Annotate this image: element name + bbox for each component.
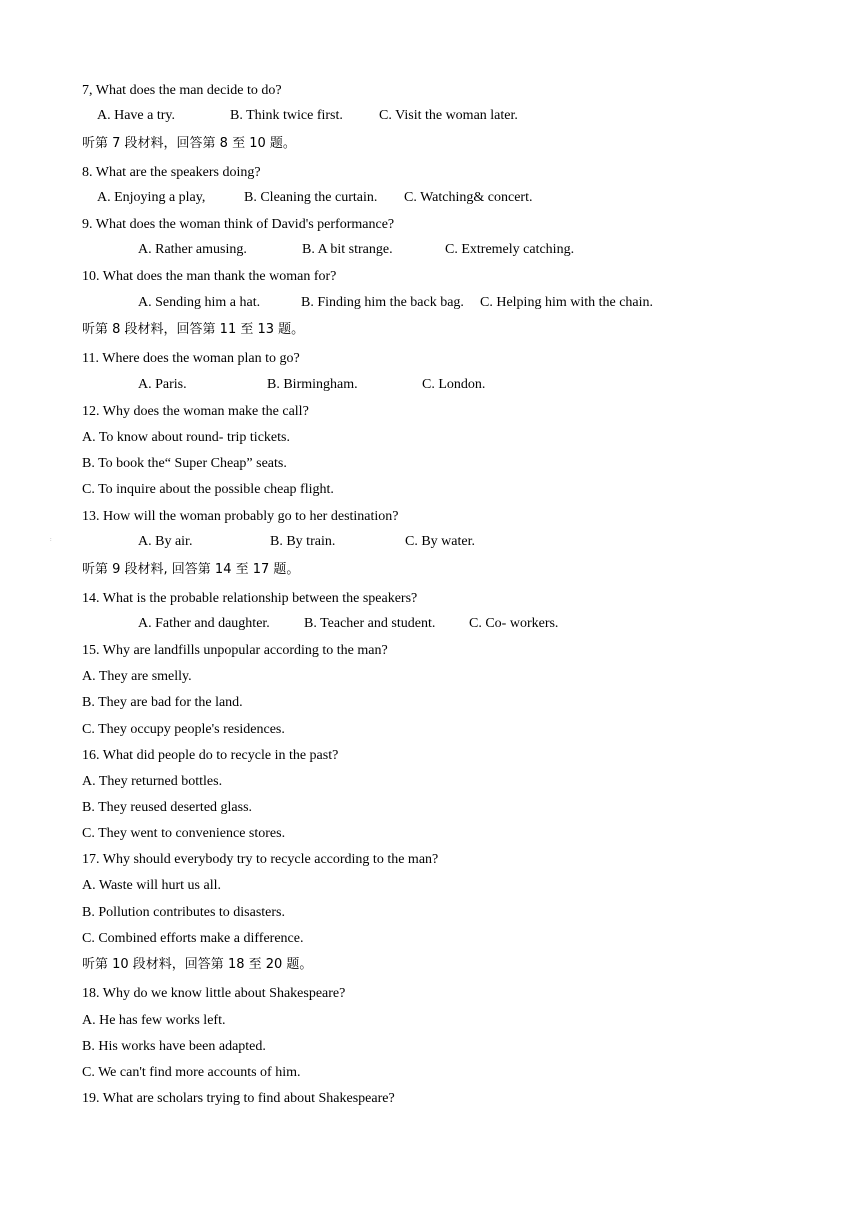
- section-9-heading: 听第 9 段材料, 回答第 14 至 17 题。: [82, 562, 300, 577]
- q13-option-c: C. By water.: [405, 534, 475, 549]
- question-16: 16. What did people do to recycle in the past?: [82, 748, 339, 763]
- question-18: 18. Why do we know little about Shakespeare?: [82, 986, 346, 1001]
- q15-option-a: A. They are smelly.: [82, 669, 192, 684]
- q7-option-b: B. Think twice first.: [230, 108, 343, 123]
- q17-option-a: A. Waste will hurt us all.: [82, 878, 221, 893]
- question-11: 11. Where does the woman plan to go?: [82, 351, 300, 366]
- q13-option-b: B. By train.: [270, 534, 336, 549]
- question-15: 15. Why are landfills unpopular according to the man?: [82, 643, 388, 658]
- section-8-heading: 听第 8 段材料，回答第 11 至 13 题。: [82, 322, 305, 337]
- q7-option-c: C. Visit the woman later.: [379, 108, 518, 123]
- q8-option-b: B. Cleaning the curtain.: [244, 190, 378, 205]
- question-13: 13. How will the woman probably go to her destination?: [82, 509, 399, 524]
- q7-option-a: A. Have a try.: [97, 108, 176, 123]
- q15-option-c: C. They occupy people's residences.: [82, 722, 285, 737]
- q14-option-a: A. Father and daughter.: [138, 616, 270, 631]
- q16-option-a: A. They returned bottles.: [82, 774, 223, 789]
- q17-option-b: B. Pollution contributes to disasters.: [82, 905, 285, 920]
- margin-mark: :: [50, 537, 52, 543]
- q13-option-a: A. By air.: [138, 534, 193, 549]
- question-14: 14. What is the probable relationship between the speakers?: [82, 591, 418, 606]
- question-19: 19. What are scholars trying to find about Shakespeare?: [82, 1091, 395, 1106]
- q12-option-c: C. To inquire about the possible cheap flight.: [82, 482, 334, 497]
- question-8: 8. What are the speakers doing?: [82, 165, 261, 180]
- section-10-heading: 听第 10 段材料，回答第 18 至 20 题。: [82, 957, 313, 972]
- q11-option-b: B. Birmingham.: [267, 377, 358, 392]
- question-10: 10. What does the man thank the woman for?: [82, 269, 337, 284]
- q9-option-b: B. A bit strange.: [302, 242, 393, 257]
- q17-option-c: C. Combined efforts make a difference.: [82, 931, 304, 946]
- q12-option-a: A. To know about round- trip tickets.: [82, 430, 290, 445]
- question-7: 7, What does the man decide to do?: [82, 83, 282, 98]
- q9-option-c: C. Extremely catching.: [445, 242, 575, 257]
- q16-option-b: B. They reused deserted glass.: [82, 800, 253, 815]
- q14-option-c: C. Co- workers.: [469, 616, 559, 631]
- q8-option-a: A. Enjoying a play,: [97, 190, 206, 205]
- q11-option-a: A. Paris.: [138, 377, 187, 392]
- question-9: 9. What does the woman think of David's performance?: [82, 217, 395, 232]
- q18-option-b: B. His works have been adapted.: [82, 1039, 266, 1054]
- q18-option-a: A. He has few works left.: [82, 1013, 226, 1028]
- q9-option-a: A. Rather amusing.: [138, 242, 247, 257]
- question-12: 12. Why does the woman make the call?: [82, 404, 309, 419]
- q8-option-c: C. Watching& concert.: [404, 190, 533, 205]
- q10-option-a: A. Sending him a hat.: [138, 295, 261, 310]
- q16-option-c: C. They went to convenience stores.: [82, 826, 286, 841]
- q10-option-c: C. Helping him with the chain.: [480, 295, 654, 310]
- question-17: 17. Why should everybody try to recycle according to the man?: [82, 852, 439, 867]
- q15-option-b: B. They are bad for the land.: [82, 695, 243, 710]
- q18-option-c: C. We can't find more accounts of him.: [82, 1065, 301, 1080]
- q11-option-c: C. London.: [422, 377, 486, 392]
- q14-option-b: B. Teacher and student.: [304, 616, 436, 631]
- section-7-heading: 听第 7 段材料，回答第 8 至 10 题。: [82, 136, 296, 151]
- q10-option-b: B. Finding him the back bag.: [301, 295, 464, 310]
- q12-option-b: B. To book the“ Super Cheap” seats.: [82, 456, 287, 471]
